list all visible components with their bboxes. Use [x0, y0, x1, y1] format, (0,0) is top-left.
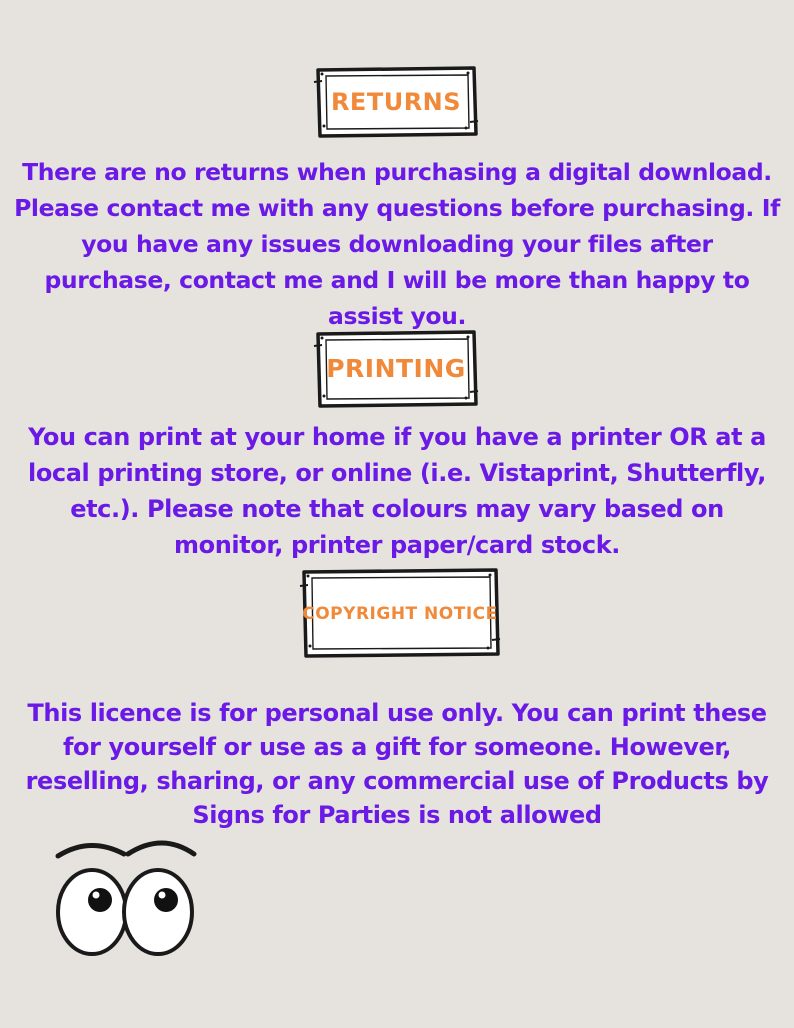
printing-paragraph: You can print at your home if you have a printer OR at a local printing store, or online (i.e. Vistaprint, Shutterfly, etc.). Please note that colours may vary based on monitor, printer paper/card stock. — [28, 423, 766, 559]
returns-sign — [312, 64, 480, 140]
cartoon-eyes-icon — [50, 830, 210, 960]
copyright-sign — [298, 566, 502, 660]
copyright-paragraph: This licence is for personal use only. You can print these for yourself or use as a gift for someone. However, reselling, sharing, or any commercial use of Products by Signs for Parties is not allowed — [25, 699, 769, 829]
printing-sign — [312, 328, 480, 410]
printing-heading: PRINTING — [326, 354, 466, 383]
returns-heading: RETURNS — [330, 88, 462, 116]
returns-paragraph: There are no returns when purchasing a digital download. Please contact me with any questions before purchasing. If you have any issues downloading your files after purchase, contact me and I will be more than happy to assist you. — [14, 158, 780, 330]
copyright-heading: COPYRIGHT NOTICE — [302, 604, 498, 624]
